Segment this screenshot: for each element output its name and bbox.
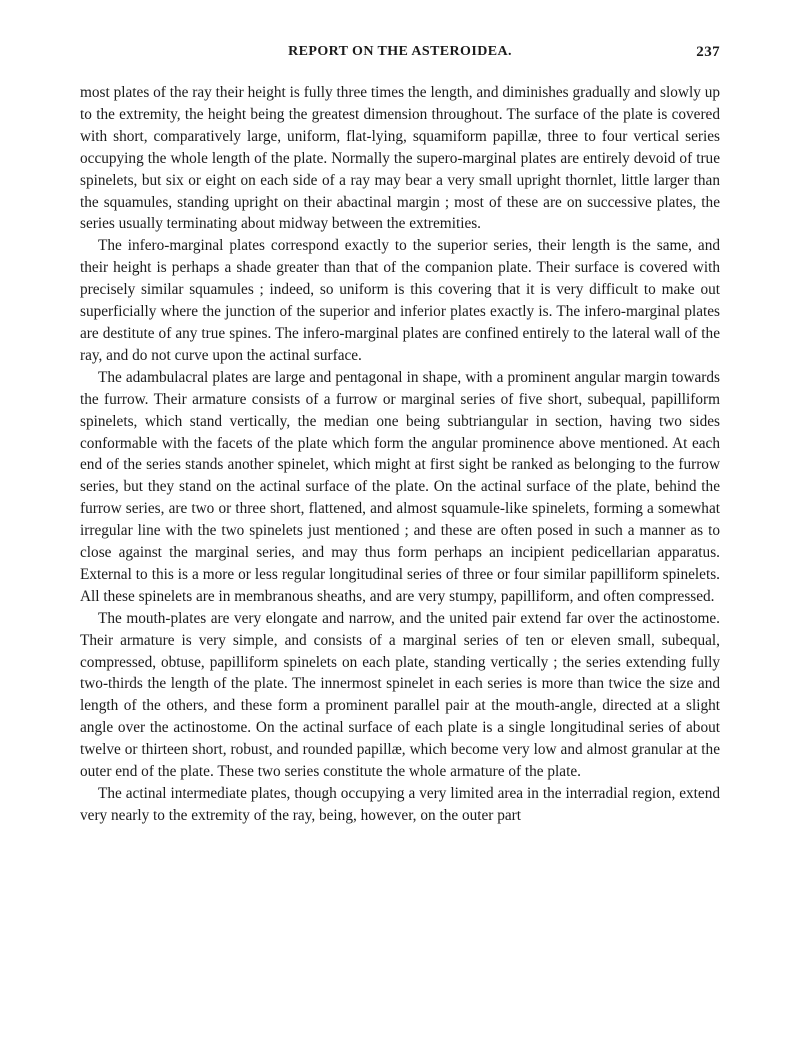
- body-text: [80, 82, 720, 827]
- paragraph-adambulacral: The adambulacral plates are large and pentagonal in shape, with a prominent angular margin towards the furrow. Their armature consists of a furrow or marginal series of five short, subequal, papilliform spinelets, which stand vertically, the median one being subtriangular in section, having two sides conformable with the facets of the plate which form the angular prominence above mentioned. At each end of the series stands another spinelet, which might at first sight be ranked as belonging to the furrow series, but they stand on the actinal surface of the plate. On the actinal surface of the plate, behind the furrow series, are two or three short, flattened, and almost squamule-like spinelets, forming a somewhat irregular line with the two spinelets just mentioned ; and these are often posed in such a manner as to close against the marginal series, and may thus form perhaps an incipient pedicellarian apparatus. External to this is a more or less regular longitudinal series of three or four similar papilliform spinelets. All these spinelets are in membranous sheaths, and are very stumpy, papilliform, and often compressed.: [80, 368, 720, 605]
- paragraph-actinal-intermediate: The actinal intermediate plates, though occupying a very limited area in the interradial region, extend very nearly to the extremity of the ray, being, however, on the outer part: [80, 785, 720, 824]
- document-page: [80, 40, 720, 827]
- page-number: 237: [696, 44, 720, 60]
- running-header: [80, 40, 720, 64]
- paragraph-mouth-plates: The mouth-plates are very elongate and narrow, and the united pair extend far over the actinostome. Their armature is very simple, and consists of a marginal series of ten or eleven small, subequal, compressed, obtuse, papilliform spinelets on each plate, standing vertically ; the series extending fully two-thirds the length of the plate. The innermost spinelet in each series is more than twice the size and length of the others, and these form a prominent parallel pair at the mouth-angle, directed at a slight angle over the actinostome. On the actinal surface of each plate is a single longitudinal series of about twelve or thirteen short, robust, and rounded papillæ, which become very low and almost granular at the outer end of the plate. These two series constitute the whole armature of the plate.: [80, 609, 720, 781]
- paragraph-infero-marginal: The infero-marginal plates correspond exactly to the superior series, their length is the same, and their height is perhaps a shade greater than that of the companion plate. Their surface is covered with precisely similar squamules ; indeed, so uniform is this covering that it is very difficult to make out superficially where the junction of the superior and inferior plates exactly is. The infero-marginal plates are destitute of any true spines. The infero-marginal plates are confined entirely to the lateral wall of the ray, and do not curve upon the actinal surface.: [80, 237, 720, 364]
- running-title: REPORT ON THE ASTEROIDEA.: [288, 44, 512, 59]
- paragraph-continued: most plates of the ray their height is fully three times the length, and diminishes gradually and slowly up to the extremity, the height being the greatest dimension throughout. The surface of the plate is covered with short, comparatively large, uniform, flat-lying, squamiform papillæ, three to four vertical series occupying the whole length of the plate. Normally the supero-marginal plates are entirely devoid of true spinelets, but six or eight on each side of a ray may bear a very small upright thornlet, little larger than the squamules, standing upright on their abactinal margin ; most of these are on successive plates, the series usually terminating about midway between the extremities.: [80, 84, 720, 233]
